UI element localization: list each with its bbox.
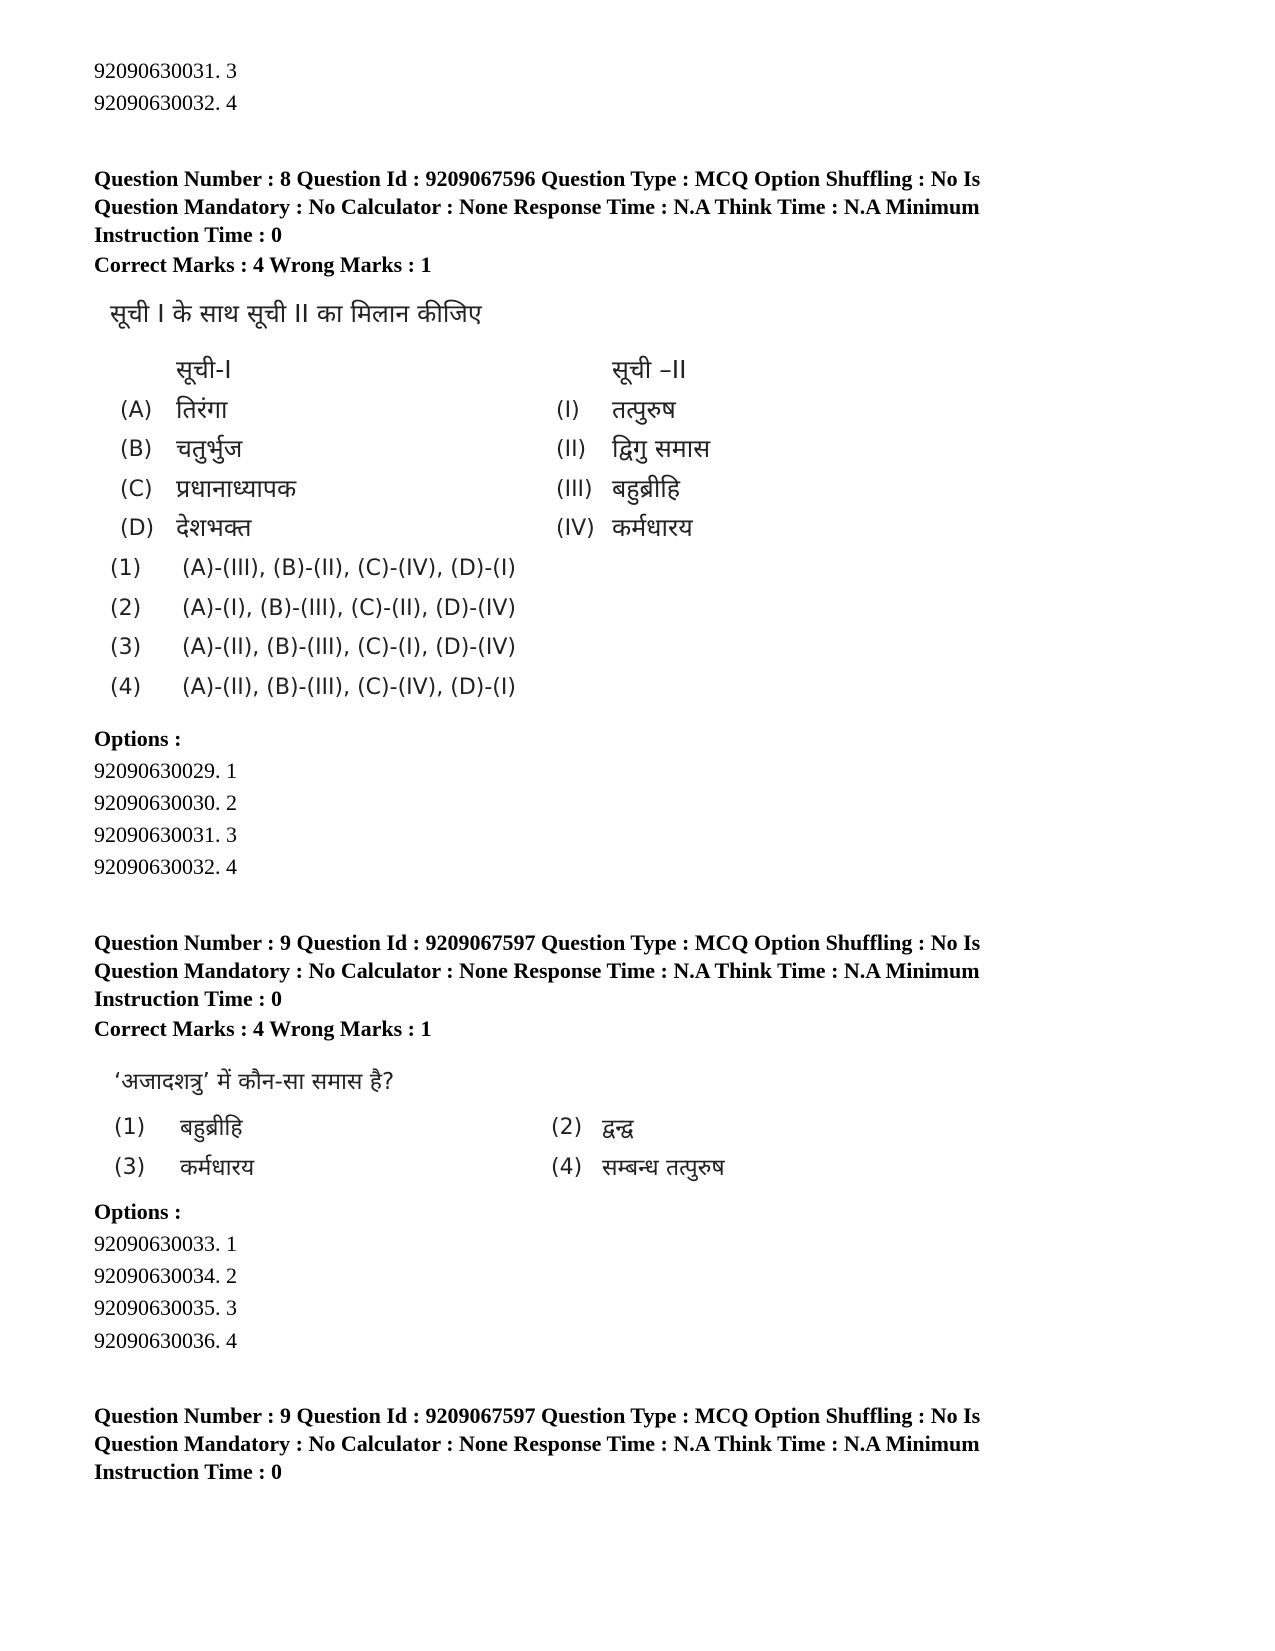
choice-number: (1) [110, 556, 142, 581]
option-line: 92090630032. 4 [94, 854, 237, 879]
question-9-repeat-header [94, 1402, 1194, 1486]
list2-key: (I) [556, 398, 580, 423]
options-label: Options : [94, 726, 182, 751]
list1-key: (D) [120, 516, 155, 541]
choice-text: (A)-(I), (B)-(III), (C)-(II), (D)-(IV) [182, 596, 516, 621]
list1-item: चतुर्भुज [176, 434, 243, 463]
list1-heading: सूची-I [176, 355, 232, 384]
question-8-marks: Correct Marks : 4 Wrong Marks : 1 [94, 252, 432, 277]
choice-text: द्वन्द्व [602, 1115, 634, 1141]
question-9-marks: Correct Marks : 4 Wrong Marks : 1 [94, 1016, 432, 1041]
list1-key: (B) [120, 437, 153, 462]
list2-item: कर्मधारय [612, 513, 693, 542]
list1-item: प्रधानाध्यापक [176, 474, 297, 503]
list1-key: (C) [120, 477, 153, 502]
choice-number: (2) [551, 1115, 583, 1140]
list2-item: बहुब्रीहि [612, 474, 681, 503]
option-line: 92090630031. 3 [94, 822, 237, 847]
choice-text: (A)-(III), (B)-(II), (C)-(IV), (D)-(I) [182, 556, 516, 581]
choice-text: (A)-(II), (B)-(III), (C)-(IV), (D)-(I) [182, 675, 516, 700]
option-line: 92090630033. 1 [94, 1231, 237, 1256]
list2-key: (IV) [556, 516, 595, 541]
list1-item: देशभक्त [176, 513, 252, 542]
choice-number: (2) [110, 596, 142, 621]
choice-text: बहुब्रीहि [180, 1115, 243, 1141]
option-line: 92090630034. 2 [94, 1263, 237, 1288]
list1-key: (A) [120, 398, 153, 423]
option-line: 92090630036. 4 [94, 1328, 237, 1353]
question-9-prompt: ‘अजादशत्रु’ में कौन-सा समास है? [114, 1069, 395, 1095]
header-line: Question Mandatory : No Calculator : None Response Time : N.A Think Time : N.A Minimum [94, 1431, 980, 1456]
header-line: Instruction Time : 0 [94, 1459, 283, 1484]
header-line: Question Number : 9 Question Id : 9209067597 Question Type : MCQ Option Shuffling : No Is [94, 930, 981, 955]
choice-number: (3) [114, 1155, 146, 1180]
choice-number: (1) [114, 1115, 146, 1140]
choice-text: सम्बन्ध तत्पुरुष [602, 1155, 725, 1181]
option-line: 92090630032. 4 [94, 90, 237, 115]
choice-text: (A)-(II), (B)-(III), (C)-(I), (D)-(IV) [182, 635, 516, 660]
header-line: Question Mandatory : No Calculator : None Response Time : N.A Think Time : N.A Minimum [94, 194, 980, 219]
choice-text: कर्मधारय [180, 1155, 255, 1181]
list2-item: द्विगु समास [612, 434, 711, 463]
header-line: Instruction Time : 0 [94, 986, 283, 1011]
choice-number: (4) [551, 1155, 583, 1180]
question-8-prompt: सूची I के साथ सूची II का मिलान कीजिए [110, 299, 482, 328]
list2-item: तत्पुरुष [612, 395, 676, 424]
choice-number: (4) [110, 675, 142, 700]
list2-key: (III) [556, 477, 593, 502]
question-9-header [94, 929, 1194, 1013]
list2-key: (II) [556, 437, 587, 462]
option-line: 92090630035. 3 [94, 1295, 237, 1320]
option-line: 92090630030. 2 [94, 790, 237, 815]
header-line: Instruction Time : 0 [94, 222, 283, 247]
header-line: Question Mandatory : No Calculator : None Response Time : N.A Think Time : N.A Minimum [94, 958, 980, 983]
header-line: Question Number : 8 Question Id : 9209067596 Question Type : MCQ Option Shuffling : No Is [94, 166, 981, 191]
options-label: Options : [94, 1199, 182, 1224]
option-line: 92090630029. 1 [94, 758, 237, 783]
option-line: 92090630031. 3 [94, 58, 237, 83]
choice-number: (3) [110, 635, 142, 660]
list2-heading: सूची –II [612, 355, 687, 384]
list1-item: तिरंगा [176, 395, 228, 424]
header-line: Question Number : 9 Question Id : 9209067597 Question Type : MCQ Option Shuffling : No Is [94, 1403, 981, 1428]
question-8-header [94, 165, 1194, 249]
